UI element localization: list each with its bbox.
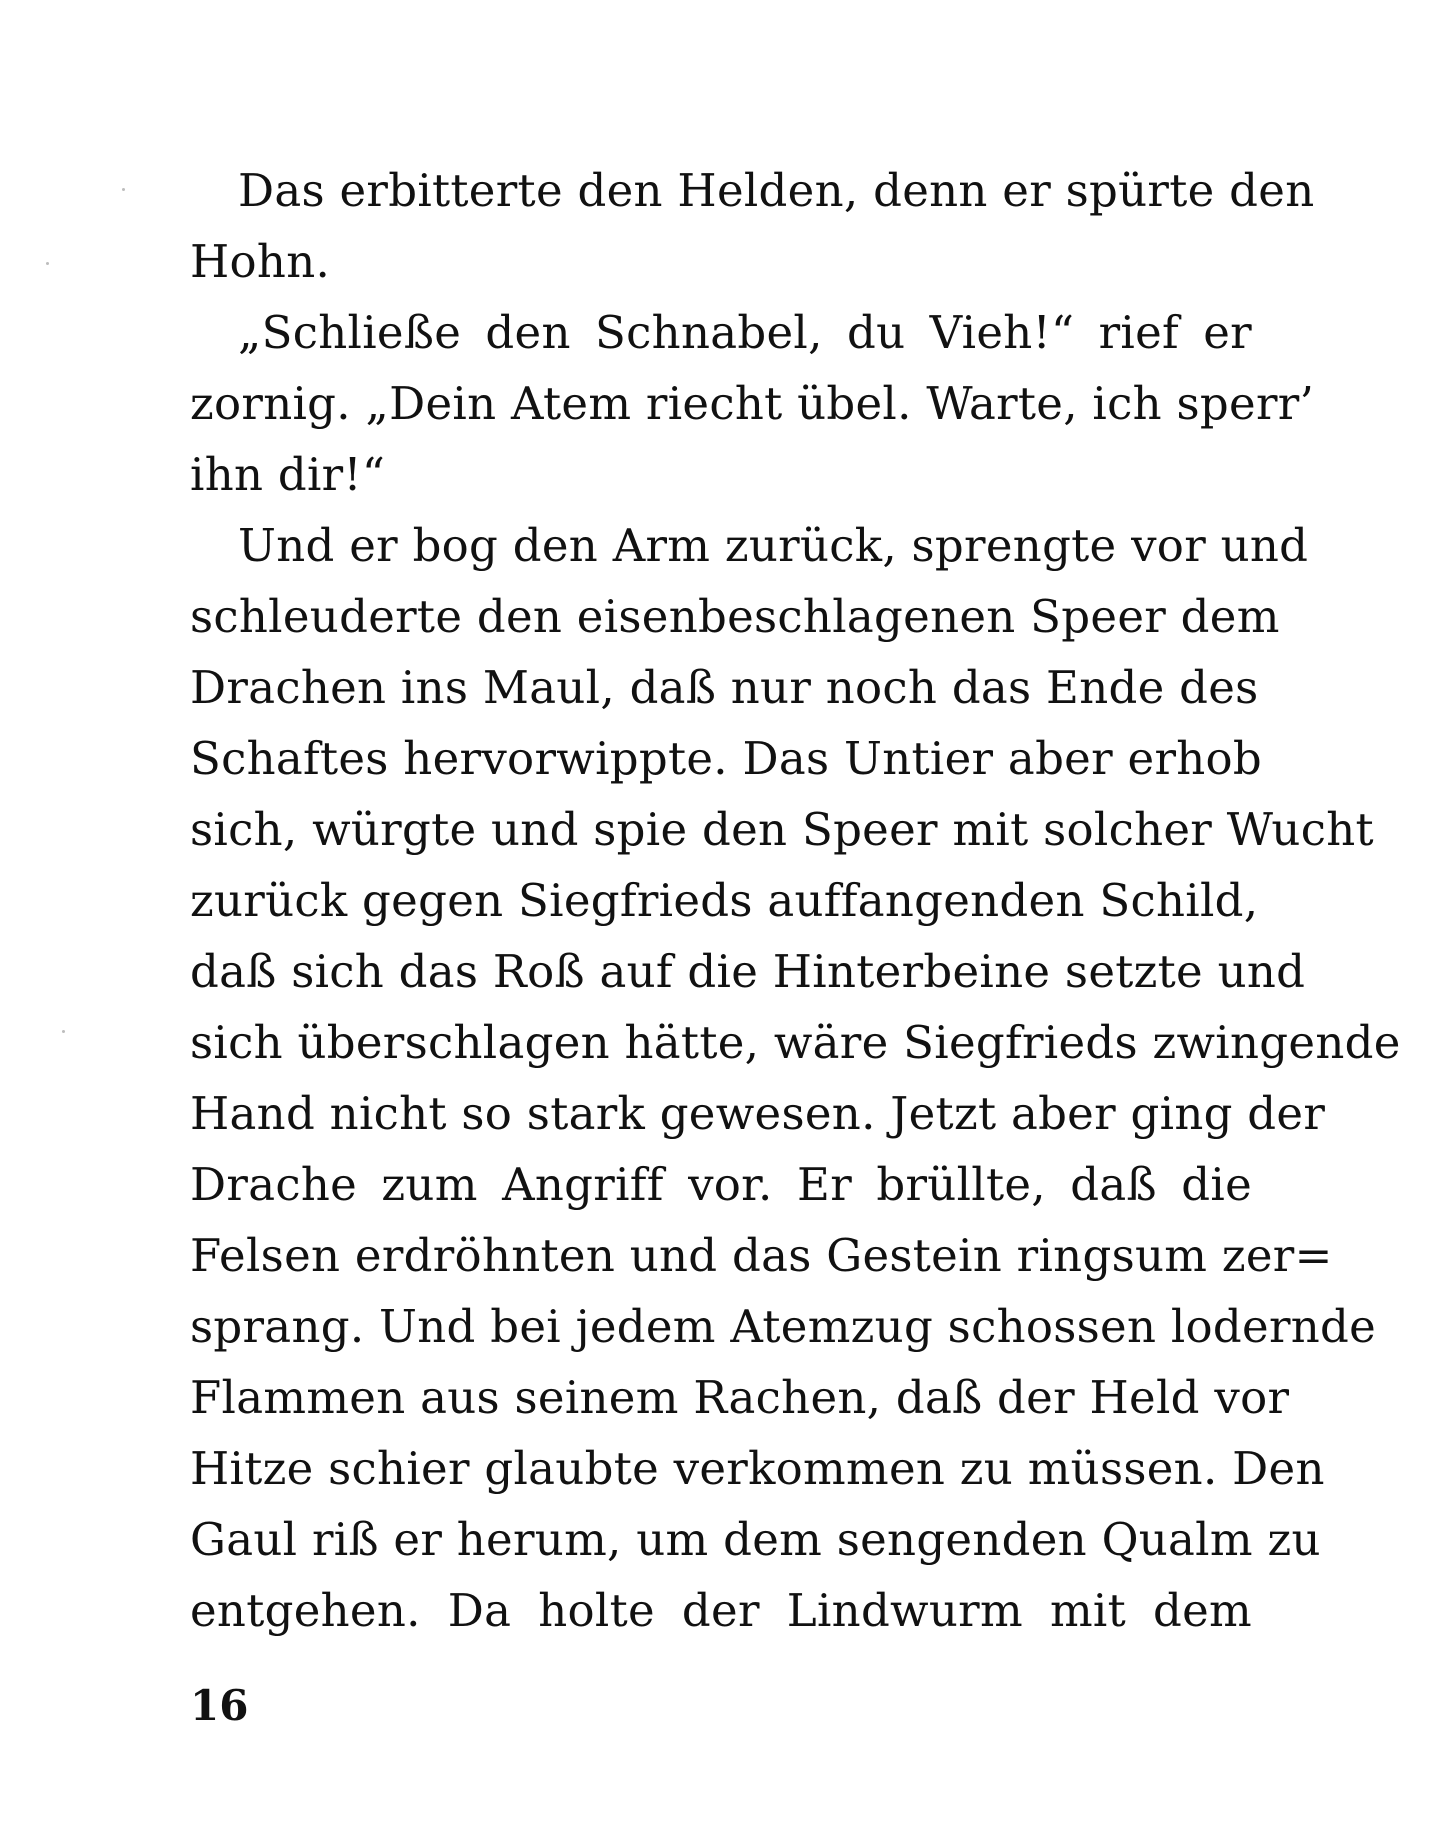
body-text: [190, 155, 1401, 1646]
text-line: Hand nicht so stark gewesen. Jetzt aber ging der: [190, 1087, 1326, 1140]
text-line: Flammen aus seinem Rachen, daß der Held vor: [190, 1371, 1290, 1424]
text-line: Schaftes hervorwippte. Das Untier aber erhob: [190, 732, 1263, 785]
text-line: „Schließe den Schnabel, du Vieh!“ rief er: [238, 306, 1252, 359]
text-line: Und er bog den Arm zurück, sprengte vor und: [238, 519, 1309, 572]
text-line: sich überschlagen hätte, wäre Siegfrieds zwingende: [190, 1016, 1401, 1069]
text-line: Drache zum Angriff vor. Er brüllte, daß die: [190, 1158, 1252, 1211]
text-line: sprang. Und bei jedem Atemzug schossen lodernde: [190, 1300, 1377, 1353]
text-line: Hohn.: [190, 235, 331, 288]
text-line: entgehen. Da holte der Lindwurm mit dem: [190, 1584, 1252, 1637]
page-number: 16: [190, 1681, 249, 1730]
text-line: Felsen erdröhnten und das Gestein ringsum zer=: [190, 1229, 1333, 1282]
text-line: Hitze schier glaubte verkommen zu müssen. Den: [190, 1442, 1325, 1495]
text-line: sich, würgte und spie den Speer mit solcher Wucht: [190, 803, 1374, 856]
text-line: ihn dir!“: [190, 448, 386, 501]
text-line: zurück gegen Siegfrieds auffangenden Schild,: [190, 874, 1259, 927]
paper-speck: [62, 1030, 65, 1033]
text-line: Gaul riß er herum, um dem sengenden Qualm zu: [190, 1513, 1321, 1566]
paper-speck: [46, 262, 49, 265]
text-line: schleuderte den eisenbeschlagenen Speer dem: [190, 590, 1280, 643]
text-line: Drachen ins Maul, daß nur noch das Ende des: [190, 661, 1259, 714]
text-line: daß sich das Roß auf die Hinterbeine setzte und: [190, 945, 1306, 998]
text-line: Das erbitterte den Helden, denn er spürte den: [238, 164, 1315, 217]
paper-speck: [122, 188, 125, 191]
text-line: zornig. „Dein Atem riecht übel. Warte, ich sperr’: [190, 377, 1315, 430]
